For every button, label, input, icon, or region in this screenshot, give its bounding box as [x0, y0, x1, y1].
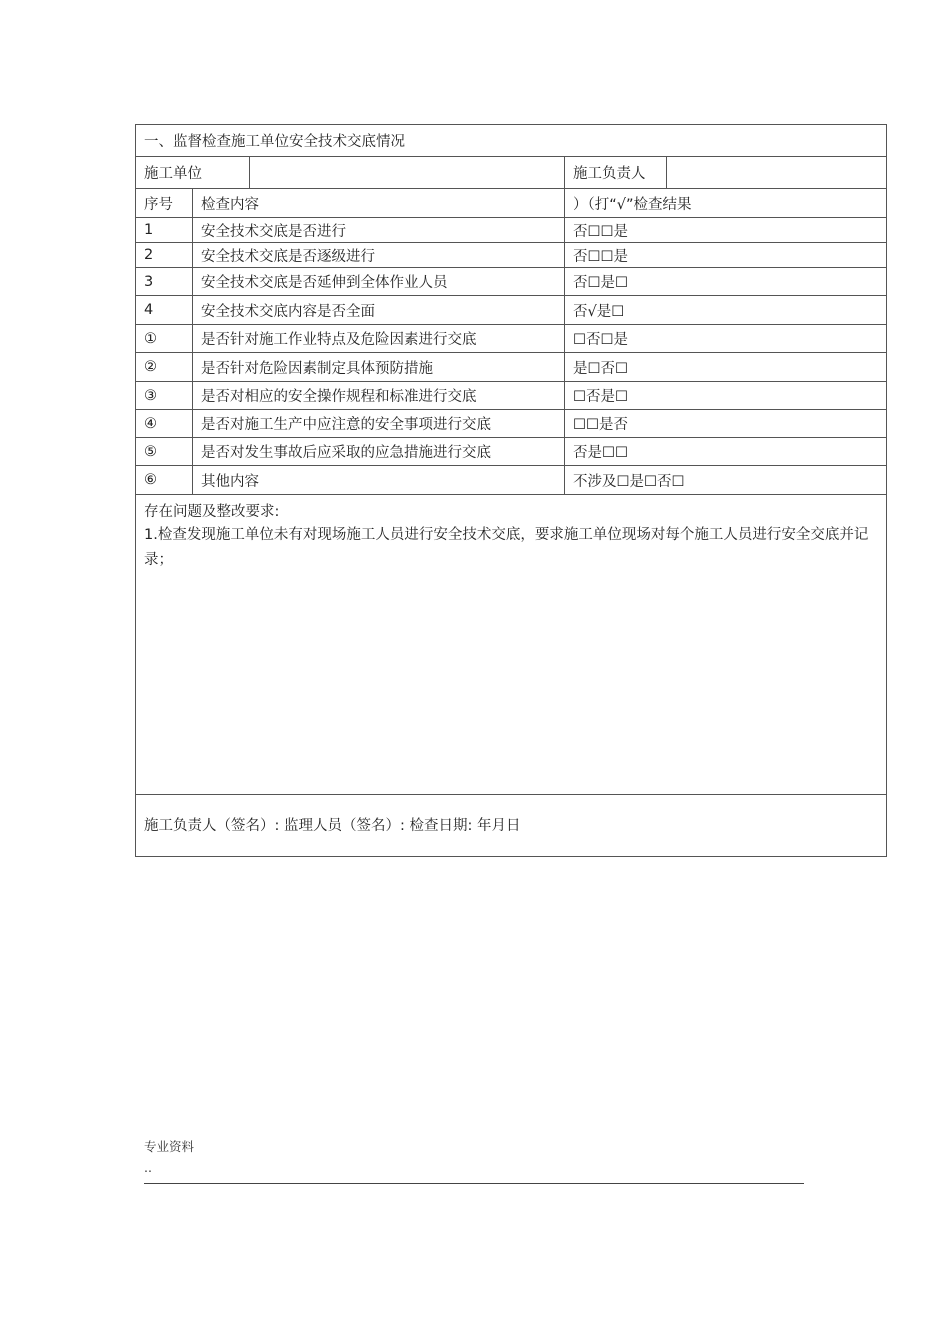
- row-seq: ⑥: [136, 466, 193, 495]
- row-result[interactable]: 否☐☐是: [565, 218, 887, 243]
- table-row: [136, 325, 887, 353]
- row-content: 是否对发生事故后应采取的应急措施进行交底: [193, 438, 565, 466]
- signature-line[interactable]: 施工负责人（签名）: 监理人员（签名）: 检查日期: 年月日: [136, 795, 887, 857]
- row-content: 其他内容: [193, 466, 565, 495]
- table-row: [136, 353, 887, 382]
- unit-label: 施工单位: [136, 157, 250, 189]
- row-seq: 1: [136, 218, 193, 243]
- row-content: 是否针对危险因素制定具体预防措施: [193, 353, 565, 382]
- row-seq: ②: [136, 353, 193, 382]
- footer-rule: [144, 1183, 804, 1184]
- header-content: 检查内容: [193, 189, 565, 218]
- table-row: [136, 410, 887, 438]
- form-title: 一、监督检查施工单位安全技术交底情况: [136, 125, 887, 157]
- issues-text: 1.检查发现施工单位未有对现场施工人员进行安全技术交底，要求施工单位现场对每个施工人员进行安全交底并记录；: [144, 527, 869, 568]
- row-result[interactable]: 不涉及☐是☐否☐: [565, 466, 887, 495]
- table-row: [136, 268, 887, 296]
- row-seq: 3: [136, 268, 193, 296]
- form-title-row: [136, 125, 887, 157]
- row-content: 安全技术交底是否延伸到全体作业人员: [193, 268, 565, 296]
- row-seq: ④: [136, 410, 193, 438]
- leader-label: 施工负责人: [565, 157, 667, 189]
- unit-value[interactable]: [250, 157, 565, 189]
- row-seq: ⑤: [136, 438, 193, 466]
- row-content: 是否针对施工作业特点及危险因素进行交底: [193, 325, 565, 353]
- row-result[interactable]: 是☐否☐: [565, 353, 887, 382]
- row-content: 是否对相应的安全操作规程和标准进行交底: [193, 382, 565, 410]
- row-content: 安全技术交底是否逐级进行: [193, 243, 565, 268]
- unit-row: [136, 157, 887, 189]
- table-row: [136, 466, 887, 495]
- row-result[interactable]: ☐否是☐: [565, 382, 887, 410]
- row-seq: 4: [136, 296, 193, 325]
- row-seq: ③: [136, 382, 193, 410]
- footer-dots: ..: [144, 1160, 152, 1175]
- row-content: 是否对施工生产中应注意的安全事项进行交底: [193, 410, 565, 438]
- issues-cell[interactable]: [136, 495, 887, 795]
- row-result[interactable]: 否☐☐是: [565, 243, 887, 268]
- footer-label: 专业资料: [144, 1139, 195, 1154]
- row-seq: ①: [136, 325, 193, 353]
- issues-title: 存在问题及整改要求:: [144, 504, 280, 520]
- leader-value[interactable]: [667, 157, 887, 189]
- row-result[interactable]: 否是☐☐: [565, 438, 887, 466]
- row-result[interactable]: ☐☐是否: [565, 410, 887, 438]
- issues-row: [136, 495, 887, 795]
- table-header-row: [136, 189, 887, 218]
- row-result[interactable]: 否☐是☐: [565, 268, 887, 296]
- row-content: 安全技术交底是否进行: [193, 218, 565, 243]
- row-content: 安全技术交底内容是否全面: [193, 296, 565, 325]
- header-result: ）（打“√”检查结果: [565, 189, 887, 218]
- row-seq: 2: [136, 243, 193, 268]
- row-result[interactable]: 否√是☐: [565, 296, 887, 325]
- table-row: [136, 218, 887, 243]
- table-row: [136, 438, 887, 466]
- table-row: [136, 296, 887, 325]
- inspection-form: [135, 124, 887, 857]
- table-row: [136, 382, 887, 410]
- table-row: [136, 243, 887, 268]
- row-result[interactable]: ☐否☐是: [565, 325, 887, 353]
- header-seq: 序号: [136, 189, 193, 218]
- signature-row: [136, 795, 887, 857]
